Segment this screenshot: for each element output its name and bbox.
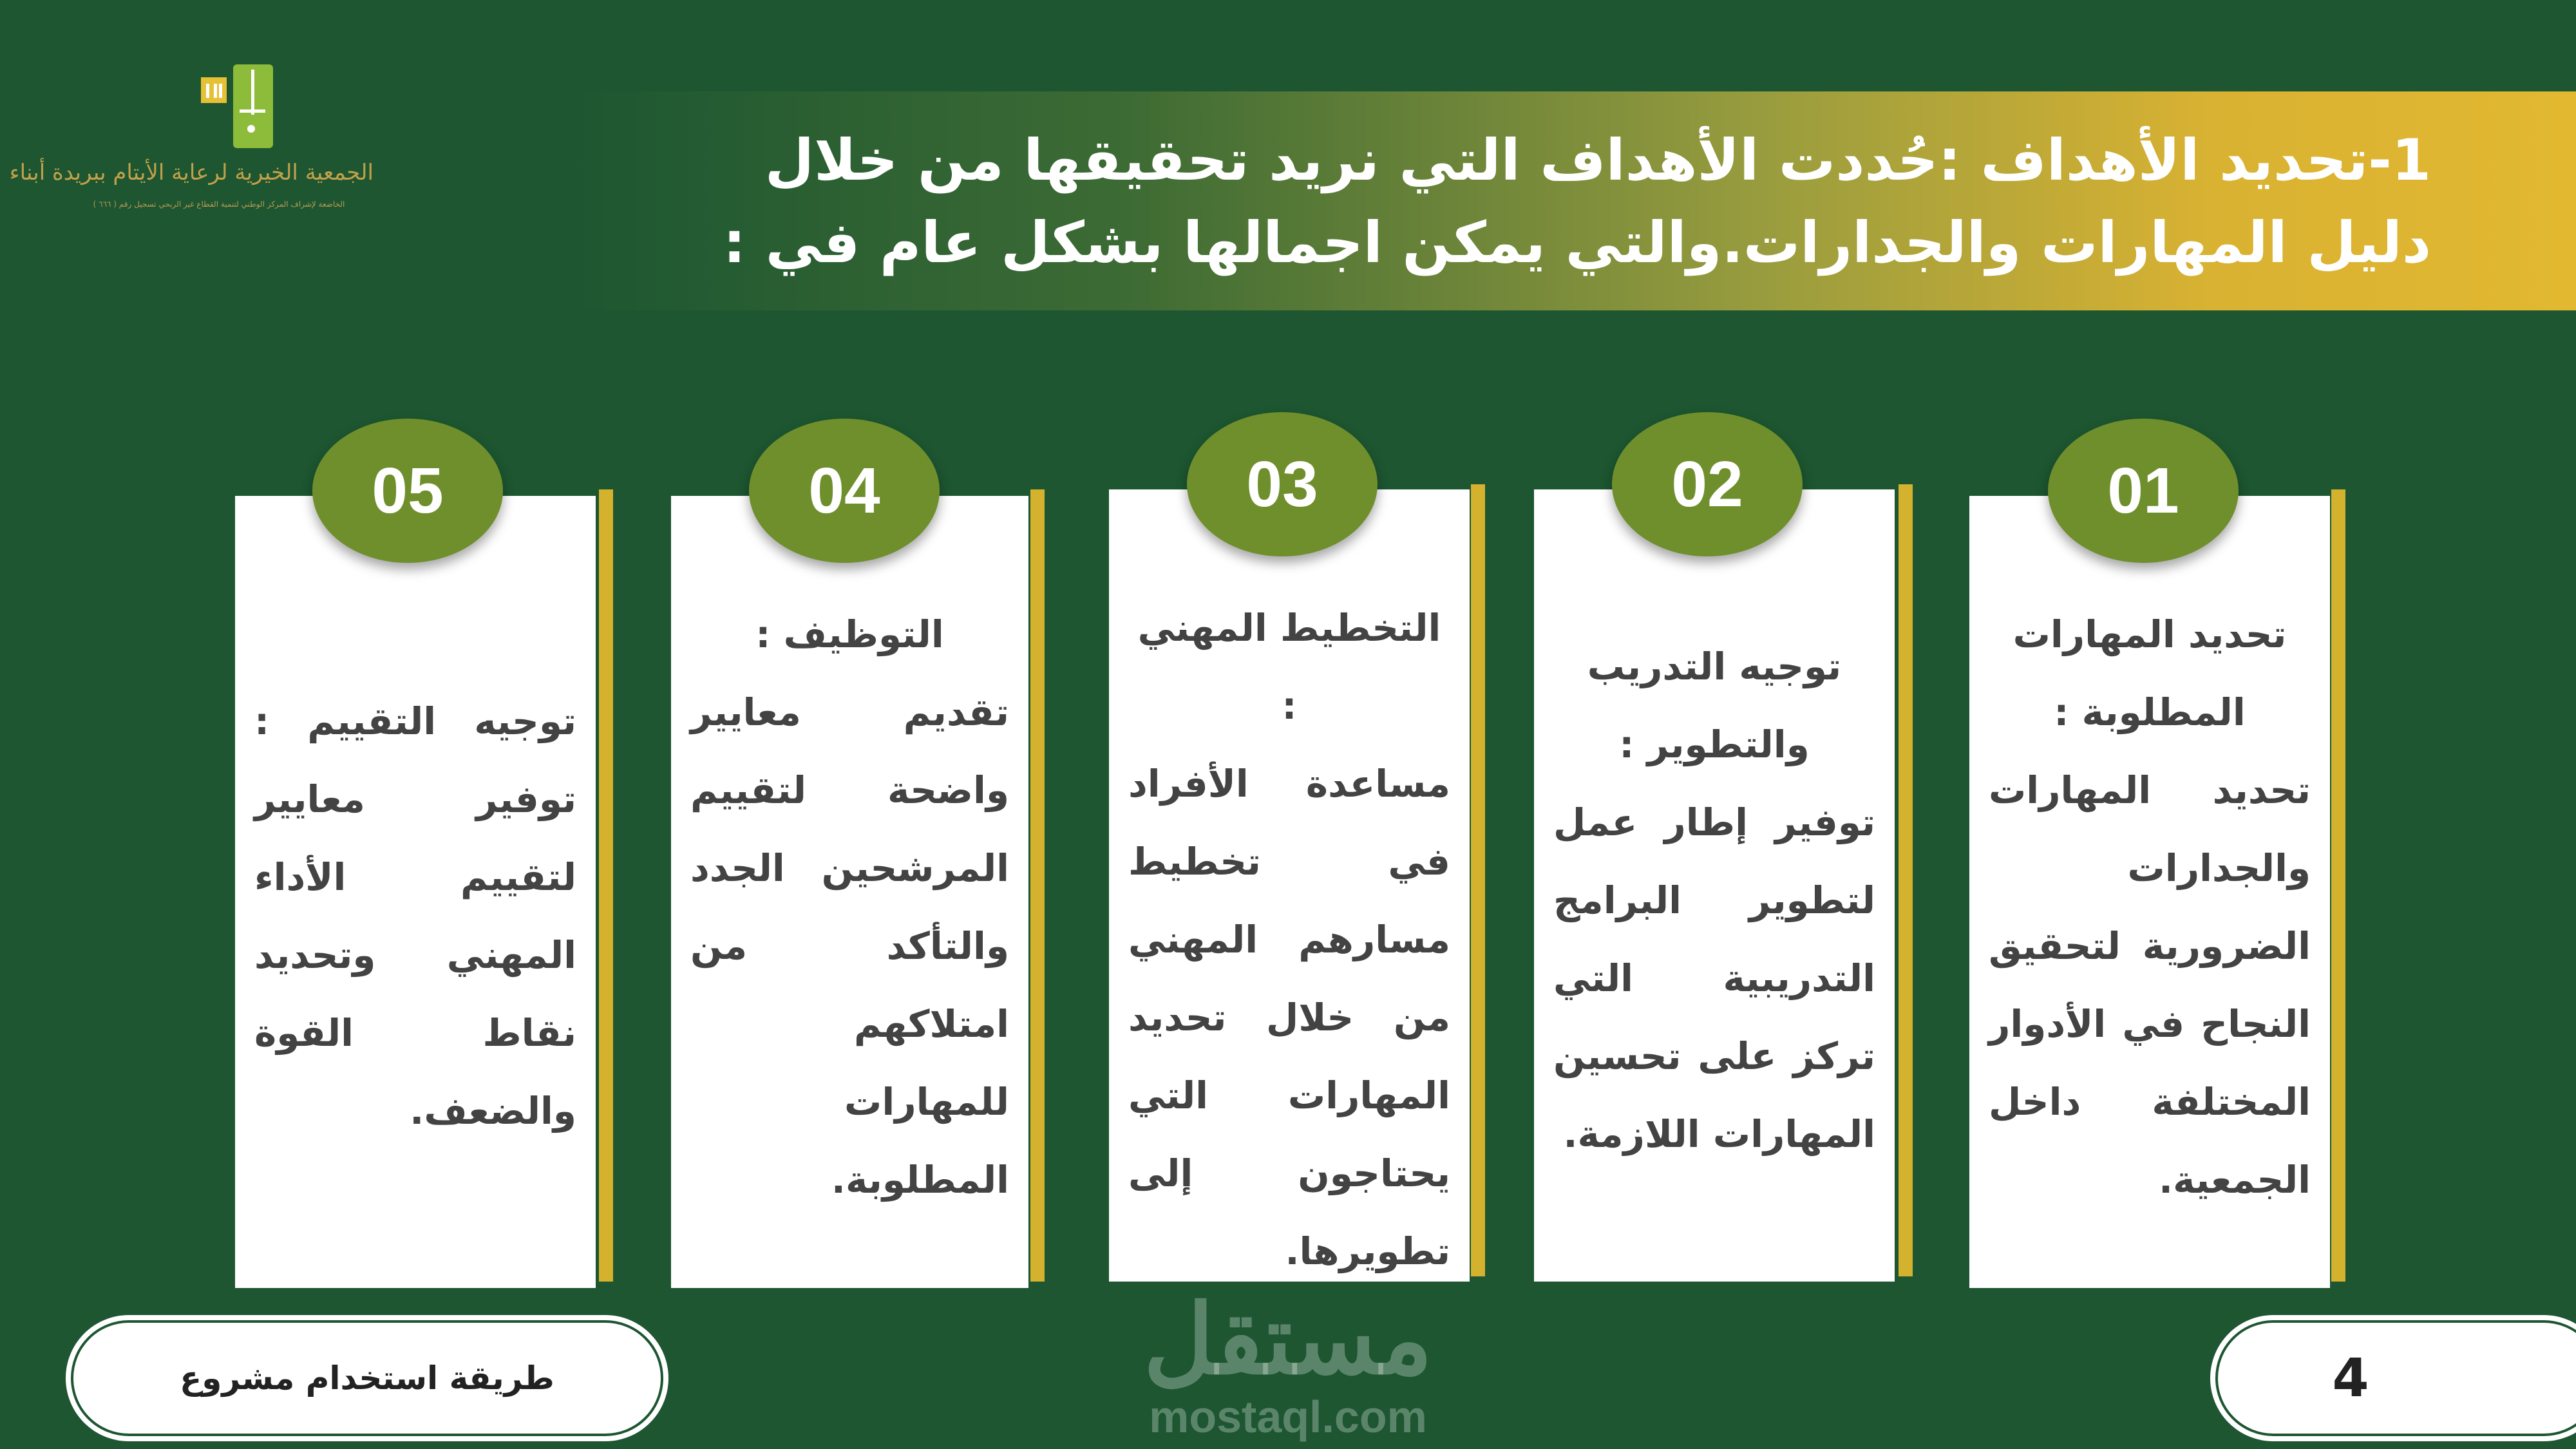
watermark-arabic: مستقل [1143,1285,1433,1394]
page-number: 4 [2332,1347,2369,1409]
card-02 [1534,489,1895,1282]
card-04 [671,496,1028,1288]
card-accent-01 [2331,489,2345,1282]
card-05 [235,496,596,1288]
card-02-number-badge: 02 [1612,412,1803,556]
card-01-heading: تحديد المهارات المطلوبة : [2012,612,2287,734]
card-accent-05 [599,489,613,1282]
card-02-heading: توجيه التدريب والتطوير : [1587,645,1842,766]
card-03-body: مساعدة الأفراد في تخطيط مسارهم المهني من خلال تحديد المهارات التي يحتاجون إلى تطويرها. [1128,762,1450,1273]
card-05-body: توجيه التقييم : توفير معايير لتقييم الأداء المهني وتحديد نقاط القوة والضعف. [254,699,576,1133]
card-accent-03 [1471,484,1485,1276]
card-04-number-badge: 04 [749,419,940,563]
card-03 [1109,489,1470,1282]
card-03-heading: التخطيط المهني : [1137,606,1441,728]
card-accent-02 [1899,484,1913,1276]
card-04-body: تقديم معايير واضحة لتقييم المرشحين الجدد والتأكد من امتلاكهم للمهارات المطلوبة. [690,690,1009,1202]
logo-emblem [155,64,293,155]
page-title [564,119,2431,284]
project-label-pill [71,1320,663,1436]
title-line-2: دليل المهارات والجدارات.والتي يمكن اجمالها بشكل عام في : [723,209,2431,276]
card-01 [1969,496,2330,1288]
card-03-number-badge: 03 [1187,412,1378,556]
project-label: طريقة استخدام مشروع [180,1359,554,1397]
watermark-url: mostaql.com [1149,1392,1427,1442]
organization-name: الجمعية الخيرية لرعاية الأيتام ببريدة أبناء [9,160,374,185]
card-02-body: توفير إطار عمل لتطوير البرامج التدريبية التي تركز على تحسين المهارات اللازمة. [1553,800,1875,1156]
card-01-number-badge: 01 [2048,419,2239,563]
card-04-heading: التوظيف : [755,612,944,656]
card-05-number-badge: 05 [312,419,503,563]
organization-subtitle: الخاضعة لإشراف المركز الوطني لتنمية القطاع غير الربحي تسجيل رقم ( ٦٦٦ ) [93,200,345,209]
page-number-pill [2215,1320,2576,1436]
card-accent-04 [1030,489,1045,1282]
organization-logo [9,64,374,225]
watermark [1121,1285,1455,1443]
title-line-1: 1-تحديد الأهداف :حُددت الأهداف التي نريد تحقيقها من خلال [764,127,2431,193]
card-01-body: تحديد المهارات والجدارات الضرورية لتحقيق النجاح في الأدوار المختلفة داخل الجمعية. [1989,768,2311,1202]
